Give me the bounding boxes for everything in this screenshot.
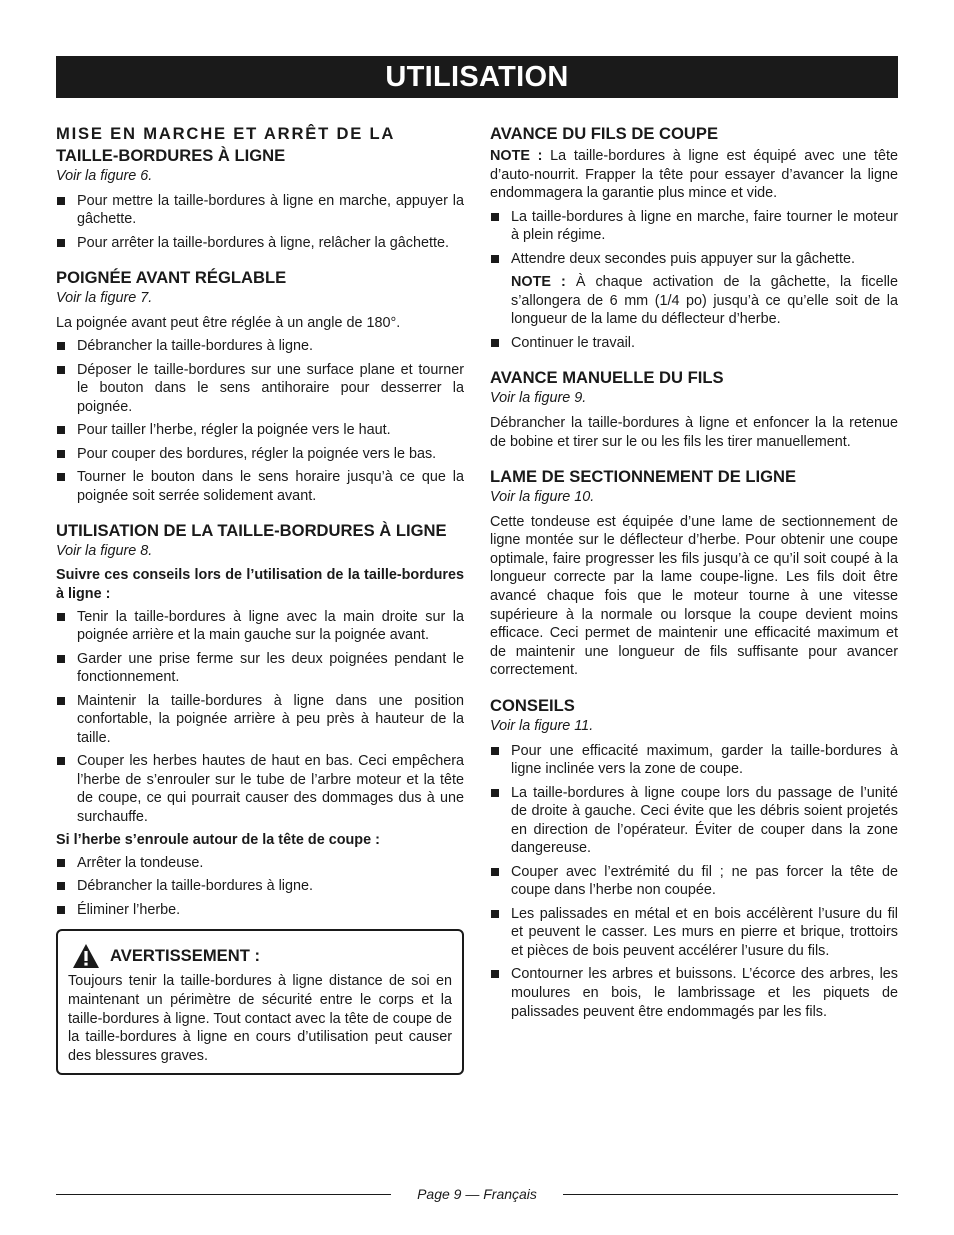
- note-label: NOTE :: [511, 274, 566, 291]
- list-item: La taille-bordures à ligne en marche, faire tourner le moteur à plein régime.: [490, 208, 898, 245]
- list-item: Arrêter la tondeuse.: [56, 854, 464, 873]
- list-item: Pour une efficacité maximum, garder la taille-bordures à ligne inclinée vers la zone de coupe.: [490, 742, 898, 779]
- square-bullet-icon: [491, 339, 499, 347]
- list-item: Pour mettre la taille-bordures à ligne en marche, appuyer la gâchette.: [56, 192, 464, 229]
- list-item: Éliminer l’herbe.: [56, 901, 464, 920]
- square-bullet-icon: [57, 450, 65, 458]
- section-heading: LAME DE SECTIONNEMENT DE LIGNE: [490, 467, 797, 487]
- heading-line: TAILLE-BORDURES À LIGNE: [56, 146, 286, 165]
- square-bullet-icon: [57, 366, 65, 374]
- list-item: Couper avec l’extrémité du fil ; ne pas forcer la tête de coupe dans l’herbe non coupée.: [490, 863, 898, 900]
- section-line-cutter: [490, 466, 898, 680]
- list-item: Les palissades en métal et en bois accélèrent l’usure du fil et peuvent le casser. Les murs en pierre et brique, trottoirs et pièces de bois peuvent accélérer l’usure du fils.: [490, 905, 898, 961]
- list-item: Contourner les arbres et buissons. L’écorce des arbres, les moulures en bois, le lambrissage et les piquets de palissades peuvent être endommagés par les fils.: [490, 965, 898, 1021]
- list-item: Continuer le travail.: [490, 334, 898, 353]
- figure-reference: Voir la figure 7.: [56, 289, 153, 306]
- square-bullet-icon: [491, 970, 499, 978]
- bullet-list: [490, 208, 898, 269]
- square-bullet-icon: [57, 757, 65, 765]
- list-item: Attendre deux secondes puis appuyer sur la gâchette.: [490, 250, 898, 269]
- square-bullet-icon: [57, 473, 65, 481]
- section-front-handle: [56, 267, 464, 505]
- note-text: La taille-bordures à ligne est équipé avec une tête d’auto-nourrit. Frapper la tête pour essayer d’avancer la ligne endommagera la garantie plus mince et vide.: [490, 148, 898, 202]
- footer-rule: [563, 1194, 898, 1195]
- square-bullet-icon: [57, 655, 65, 663]
- figure-reference: Voir la figure 11.: [490, 718, 594, 735]
- figure-reference: Voir la figure 10.: [490, 489, 595, 506]
- warning-text: Toujours tenir la taille-bordures à ligne distance de soi en maintenant un périmètre de sécurité entre le corps et la taille-bordures à ligne. Tout contact avec la tête de coupe de la taille-bordures à ligne en cours d’utilisation peut causer des blessures graves.: [68, 973, 452, 1064]
- list-item: Pour tailler l’herbe, régler la poignée vers le haut.: [56, 421, 464, 440]
- section-usage: [56, 520, 464, 919]
- list-item: Pour arrêter la taille-bordures à ligne, relâcher la gâchette.: [56, 234, 464, 253]
- heading-line: MISE EN MARCHE ET ARRÊT DE LA: [56, 124, 396, 143]
- list-item: Garder une prise ferme sur les deux poignées pendant le fonctionnement.: [56, 650, 464, 687]
- square-bullet-icon: [491, 255, 499, 263]
- square-bullet-icon: [491, 213, 499, 221]
- square-bullet-icon: [57, 239, 65, 247]
- section-heading: POIGNÉE AVANT RÉGLABLE: [56, 267, 287, 287]
- note-text: À chaque activation de la gâchette, la ficelle s’allongera de 6 mm (1/4 po) jusqu’à ce qu’elle soit de la longueur de la lame du déflecteur d’herbe.: [511, 274, 899, 328]
- list-item: Pour couper des bordures, régler la poignée vers le bas.: [56, 445, 464, 464]
- warning-title: AVERTISSEMENT :: [110, 946, 260, 966]
- figure-reference: Voir la figure 6.: [56, 168, 153, 184]
- list-item: Maintenir la taille-bordures à ligne dans une position confortable, la poignée arrière à peu près à hauteur de la taille.: [56, 692, 464, 748]
- square-bullet-icon: [491, 747, 499, 755]
- bullet-list: [56, 854, 464, 919]
- warning-triangle-icon: [72, 943, 100, 969]
- bullet-list: [56, 192, 464, 253]
- list-item: Tenir la taille-bordures à ligne avec la main droite sur la poignée arrière et la main gauche sur la poignée avant.: [56, 608, 464, 645]
- square-bullet-icon: [491, 789, 499, 797]
- section-tips: [490, 695, 898, 1021]
- square-bullet-icon: [57, 426, 65, 434]
- warning-box: [56, 929, 464, 1075]
- square-bullet-icon: [491, 868, 499, 876]
- right-column: [490, 123, 898, 1026]
- square-bullet-icon: [57, 197, 65, 205]
- bullet-list: [490, 334, 898, 353]
- figure-reference: Voir la figure 8.: [56, 542, 153, 559]
- left-column: [56, 123, 464, 1075]
- section-start-stop: [56, 123, 464, 252]
- paragraph: Débrancher la taille-bordures à ligne et enfoncer la la retenue de bobine et tirer sur le ou les fils les tirer manuellement.: [490, 414, 898, 450]
- square-bullet-icon: [57, 342, 65, 350]
- page-number: Page 9 — Français: [417, 1186, 537, 1202]
- list-item: Débrancher la taille-bordures à ligne.: [56, 877, 464, 896]
- paragraph: Cette tondeuse est équipée d’une lame de sectionnement de ligne montée sur le déflecteur d’herbe. Pour obtenir une coupe optimale, faire progresser les fils jusqu’à ce qu’il soit coupé à la longueur correcte par la lame coupe-ligne. Les fils doit être avancé chaque fois que le moteur tourne à une vitesse supérieure à la normale ou lorsque la coupe devient moins efficace. Ceci permet de maintenir une efficacité maximum et de maintenir une longueur de fils suffisante pour avancer correctement.: [490, 513, 898, 679]
- footer-rule: [56, 1194, 391, 1195]
- lead-text: Suivre ces conseils lors de l’utilisation de la taille-bordures à ligne :: [56, 567, 464, 603]
- section-heading: [56, 123, 464, 167]
- lead-text: Si l’herbe s’enroule autour de la tête de coupe :: [56, 832, 380, 849]
- square-bullet-icon: [57, 697, 65, 705]
- section-manual-advance: [490, 367, 898, 451]
- bullet-list: [56, 337, 464, 505]
- bullet-list: [490, 742, 898, 1022]
- list-item: La taille-bordures à ligne coupe lors du passage de l’unité de droite à gauche. Ceci évite que les débris soient projetés en direction de l’opérateur. Éviter de couper dans la zone dangereuse.: [490, 784, 898, 858]
- bullet-list: [56, 608, 464, 827]
- square-bullet-icon: [57, 882, 65, 890]
- page-footer: [56, 1185, 898, 1203]
- note-paragraph: [490, 147, 898, 203]
- square-bullet-icon: [57, 859, 65, 867]
- list-item: Débrancher la taille-bordures à ligne.: [56, 337, 464, 356]
- list-item: Tourner le bouton dans le sens horaire jusqu’à ce que la poignée soit serrée solidement avant.: [56, 468, 464, 505]
- page-title: UTILISATION: [56, 56, 898, 98]
- sub-note: [490, 273, 898, 329]
- section-heading: CONSEILS: [490, 696, 575, 716]
- section-heading: AVANCE DU FILS DE COUPE: [490, 124, 719, 143]
- list-item: Couper les herbes hautes de haut en bas. Ceci empêchera l’herbe de s’enrouler sur le tube de l’arbre moteur et la tête de coupe, ce qui pourrait causer des dommages dus à une surchauffe.: [56, 752, 464, 826]
- section-heading: UTILISATION DE LA TAILLE-BORDURES À LIGNE: [56, 520, 447, 540]
- section-heading: AVANCE MANUELLE DU FILS: [490, 368, 724, 388]
- note-label: NOTE :: [490, 148, 543, 164]
- figure-reference: Voir la figure 9.: [490, 390, 587, 407]
- square-bullet-icon: [57, 613, 65, 621]
- square-bullet-icon: [57, 906, 65, 914]
- warning-header: [68, 943, 452, 969]
- list-item: Déposer le taille-bordures sur une surface plane et tourner le bouton dans le sens antihoraire pour desserrer la poignée.: [56, 361, 464, 417]
- paragraph: La poignée avant peut être réglée à un angle de 180°.: [56, 314, 401, 331]
- square-bullet-icon: [491, 910, 499, 918]
- section-line-advance: [490, 123, 898, 353]
